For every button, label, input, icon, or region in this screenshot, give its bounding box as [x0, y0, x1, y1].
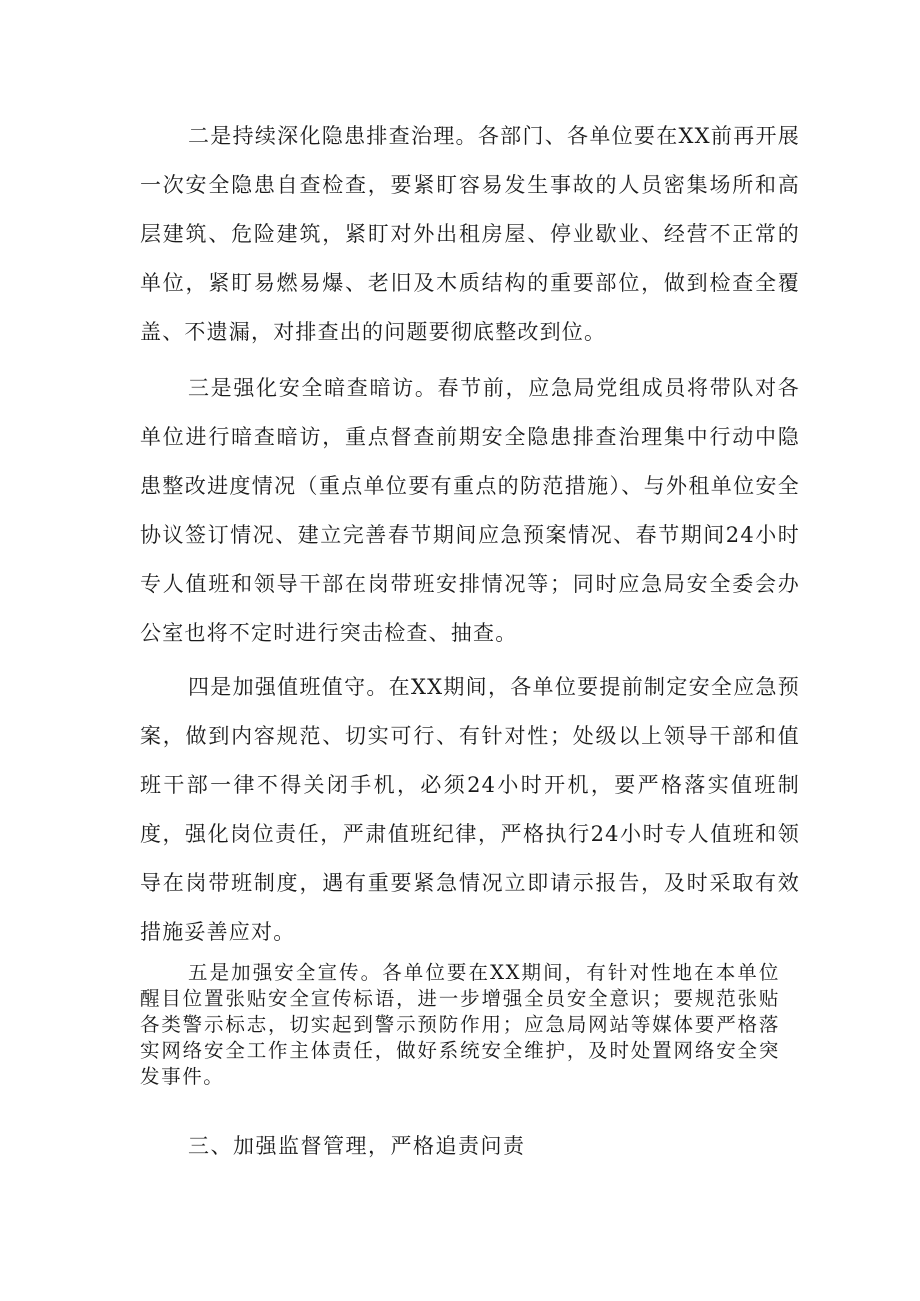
- paragraph-4-duty-shift: 四是加强值班值守。在XX期间，各单位要提前制定安全应急预案，做到内容规范、切实可行、有针对性；处级以上领导干部和值班干部一律不得关闭手机，必须24小时开机，要严格落实值班制度，强化岗位责任，严肃值班纪律，严格执行24小时专人值班和领导在岗带班制度，遇有重要紧急情况立即请示报告，及时采取有效措施妥善应对。: [140, 675, 800, 944]
- paragraph-5-safety-publicity: 五是加强安全宣传。各单位要在XX期间，有针对性地在本单位醒目位置张贴安全宣传标语，进一步增强全员安全意识；要规范张贴各类警示标志，切实起到警示预防作用；应急局网站等媒体要严格落实网络安全工作主体责任，做好系统安全维护，及时处置网络安全突发事件。: [140, 961, 780, 1088]
- section-heading: 三、加强监督管理，严格追责问责: [188, 1134, 526, 1158]
- paragraph-2-hazard-inspection: 二是持续深化隐患排查治理。各部门、各单位要在XX前再开展一次安全隐患自查检查，要紧盯容易发生事故的人员密集场所和高层建筑、危险建筑，紧盯对外出租房屋、停业歇业、经营不正常的单位，紧盯易燃易爆、老旧及木质结构的重要部位，做到检查全覆盖、不遗漏，对排查出的问题要彻底整改到位。: [140, 124, 800, 344]
- paragraph-3-covert-inspection: 三是强化安全暗查暗访。春节前，应急局党组成员将带队对各单位进行暗查暗访，重点督查前期安全隐患排查治理集中行动中隐患整改进度情况（重点单位要有重点的防范措施）、与外租单位安全协议签订情况、建立完善春节期间应急预案情况、春节期间24小时专人值班和领导干部在岗带班安排情况等；同时应急局安全委会办公室也将不定时进行突击检查、抽查。: [140, 376, 800, 645]
